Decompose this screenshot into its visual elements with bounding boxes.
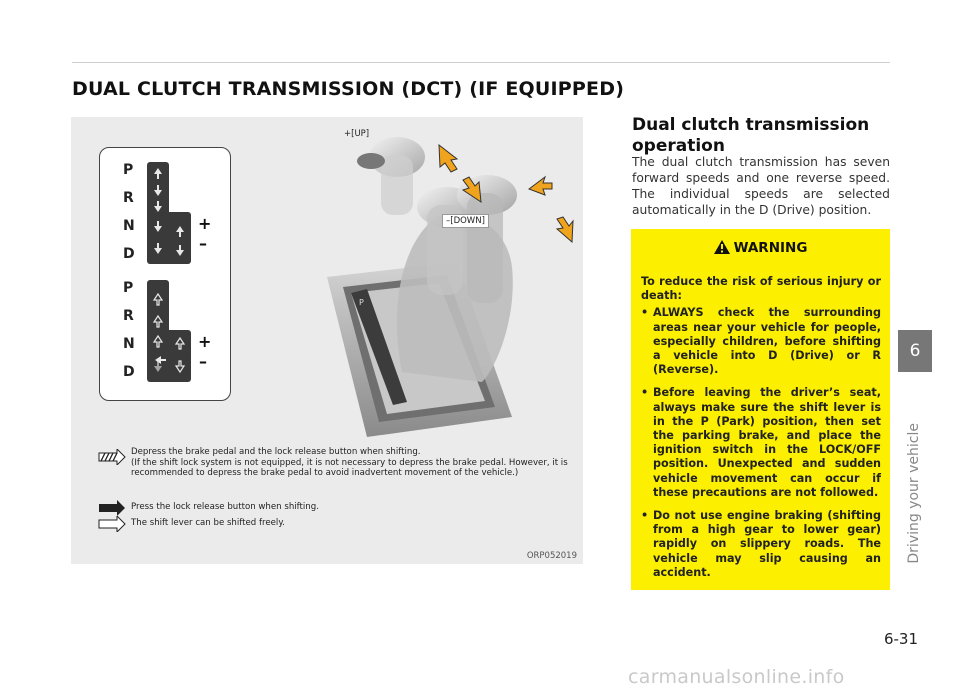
warning-item: • Before leaving the driver’s seat, always make sure the shift lever is in the P (Park) position, then set the parking brake, and place the ignition switch in the LOCK/OFF position. Unexpected and sudden vehicle movement can occur if these precautions are not followed. <box>641 386 881 499</box>
hatched-arrow-icon <box>97 449 127 465</box>
warning-box <box>631 229 890 590</box>
top-rule <box>72 62 890 63</box>
warning-body <box>641 275 881 589</box>
legend-text-3: The shift lever can be shifted freely. <box>131 518 285 528</box>
gate-label-d-2: D <box>123 364 135 380</box>
warning-triangle-icon <box>714 240 730 254</box>
gate-arrows-top-icon <box>147 162 191 264</box>
up-label: +[UP] <box>344 129 370 139</box>
gate-diagram-box <box>99 147 231 401</box>
plus-label-top: + <box>198 214 212 233</box>
section-heading: Dual clutch transmission operation <box>632 115 870 156</box>
minus-label-top: – <box>199 234 207 253</box>
section-body: The dual clutch transmission has seven forward speeds and one reverse speed. The individual speeds are selected automatically in the D (Drive) position. <box>632 155 890 217</box>
page-title: DUAL CLUTCH TRANSMISSION (DCT) (IF EQUIPPED) <box>72 78 625 100</box>
gate-label-p: P <box>123 162 134 178</box>
shift-lever-illustration <box>307 117 583 447</box>
gate-label-n-2: N <box>123 336 135 352</box>
outline-arrow-icon <box>97 516 127 532</box>
strip-p-label: P <box>359 298 364 307</box>
gate-label-r-2: R <box>123 308 134 324</box>
plus-label-bottom: + <box>198 332 212 351</box>
gate-label-n: N <box>123 218 135 234</box>
warning-header <box>631 240 890 256</box>
gate-label-r: R <box>123 190 134 206</box>
figure-code: ORP052019 <box>526 551 577 561</box>
solid-arrow-icon <box>97 500 127 516</box>
watermark: carmanualsonline.info <box>628 666 845 688</box>
chapter-tab: 6 <box>898 330 932 372</box>
gate-label-p-2: P <box>123 280 134 296</box>
warning-intro: To reduce the risk of serious injury or death: <box>641 275 881 303</box>
down-label: –[DOWN] <box>442 214 489 228</box>
gate-arrows-bottom-icon <box>147 280 191 382</box>
warning-item: • Do not use engine braking (shifting from a high gear to lower gear) rapidly on slippery roads. The vehicle may slip causing an accident. <box>641 509 881 579</box>
minus-label-bottom: – <box>199 352 207 371</box>
shift-gate-figure <box>71 117 583 564</box>
warning-title: WARNING <box>733 240 808 256</box>
legend-text-1: Depress the brake pedal and the lock release button when shifting. (If the shift lock system is not equipped, it is not necessary to depress the brake pedal. However, it is recommended to depress the brake pedal to avoid inadvertent movement of the vehicle.) <box>131 447 568 478</box>
chapter-name: Driving your vehicle <box>906 423 922 564</box>
page-number: 6-31 <box>883 630 918 648</box>
gate-label-d: D <box>123 246 135 262</box>
warning-item: • ALWAYS check the surrounding areas near your vehicle for people, especially children, before shifting a vehicle into D (Drive) or R (Reverse). <box>641 306 881 377</box>
warning-list <box>641 306 881 580</box>
legend-text-2: Press the lock release button when shifting. <box>131 502 319 512</box>
